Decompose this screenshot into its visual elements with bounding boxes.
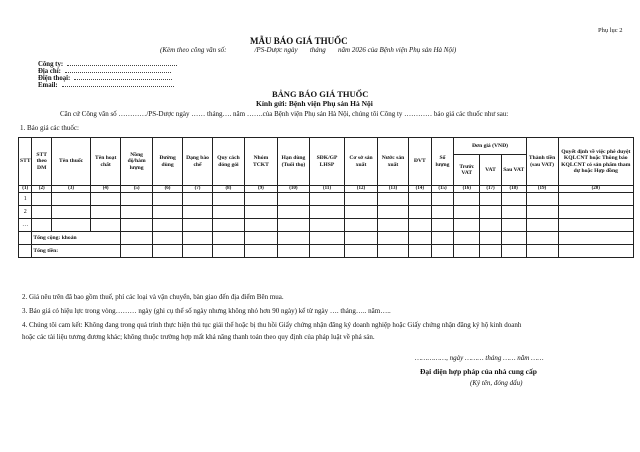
col-header-tckt-group: Nhóm TCKT [244,138,277,186]
col-header-price-before-vat: Trước VAT [454,155,480,186]
col-number: (4) [91,186,121,193]
sum-label: Tổng cộng: khoản [32,232,121,245]
col-header-stt-dm: STT theo DM [32,138,52,186]
section-1-heading: 1. Báo giá các thuốc: [20,124,79,132]
col-number: (17) [480,186,502,193]
note-3: 3. Báo giá có hiệu lực trong vòng……… ngày (ghi cụ thể số ngày nhưng không nhỏ hơn 90 ngày) kể từ ngày …. tháng….. năm….. [22,307,391,315]
intro-paragraph: Căn cứ Công văn số …………/PS-Dược ngày …… tháng…. năm …….của Bệnh viện Phụ sản Hà Nội, chúng tôi Công ty ………… báo giá các thuốc như sau: [60,110,509,118]
supplier-phone-label: Điện thoại: [38,75,71,82]
col-number: (20) [558,186,633,193]
col-header-shelf-life: Hạn dùng (Tuổi thọ) [277,138,309,186]
appendix-label: Phụ lục 2 [598,27,623,34]
supplier-address-label: Địa chỉ: [38,68,61,75]
col-header-unit-price-group: Đơn giá (VNĐ) [454,138,526,155]
col-number: (9) [244,186,277,193]
col-header-dosage-form: Dạng bào chế [183,138,213,186]
col-number: (14) [408,186,431,193]
col-number: (11) [309,186,344,193]
representative-label: Đại diện hợp pháp của nhà cung cấp [420,367,537,376]
col-number: (6) [153,186,183,193]
quote-table [18,137,634,258]
recipient-line: Kính gửi: Bệnh viện Phụ sản Hà Nội [256,99,373,108]
col-number: (19) [526,186,558,193]
supplier-email-blank [62,80,174,87]
supplier-company-blank [67,59,177,66]
supplier-email-row [38,80,174,89]
col-header-strength: Nồng độ/hàm lượng [121,138,153,186]
table-row [19,219,634,232]
col-header-vat: VAT [480,155,502,186]
col-header-unit: ĐVT [408,138,431,186]
sum-row [19,232,634,245]
supplier-email-label: Email: [38,82,58,89]
attach-note: (Kèm theo công văn số: /PS-Dược ngày tháng năm 2026 của Bệnh viện Phụ sản Hà Nội) [160,46,457,54]
form-title: MẪU BÁO GIÁ THUỐC [250,36,348,46]
grand-total-row [19,245,634,258]
col-header-route: Đường dùng [153,138,183,186]
col-number: (16) [454,186,480,193]
col-header-price-after-vat: Sau VAT [501,155,526,186]
col-number: (2) [32,186,52,193]
row-index: 2 [19,206,32,219]
col-number: (1) [19,186,32,193]
col-header-total-amount: Thành tiền (sau VAT) [526,138,558,186]
col-number: (12) [345,186,378,193]
col-number: (8) [212,186,244,193]
date-line: ……………, ngày ……… tháng …… năm …… [415,354,544,362]
supplier-address-blank [65,66,171,73]
row-index: 1 [19,193,32,206]
col-header-quantity: Số lượng [431,138,454,186]
grand-total-label: Tổng tiền: [32,245,121,258]
note-2: 2. Giá nêu trên đã bao gồm thuế, phí các loại và vận chuyển, bàn giao đến địa điểm Bên mua. [22,293,284,301]
note-4-line-1: 4. Chúng tôi cam kết: Không đang trong quá trình thực hiện thủ tục giải thể hoặc bị thu hồi Giấy chứng nhận đăng ký doanh nghiệp hoặc Giấy chứng nhận đăng ký hộ kinh doanh [22,321,522,329]
supplier-company-label: Công ty: [38,61,64,68]
col-header-stt: STT [19,138,32,186]
sign-note: (Ký tên, đóng dấu) [470,379,523,387]
col-header-packaging: Quy cách đóng gói [212,138,244,186]
col-header-country: Nước sản xuất [378,138,409,186]
quote-title: BẢNG BÁO GIÁ THUỐC [272,89,369,99]
table-row [19,206,634,219]
col-number: (5) [121,186,153,193]
col-header-manufacturer: Cơ sở sản xuất [345,138,378,186]
note-4-line-2: hoặc các tài liệu tương đương khác; không thuộc trường hợp mất khả năng thanh toán theo quy định của pháp luật về phá sản. [22,333,375,341]
table-row [19,193,634,206]
row-index: … [19,219,32,232]
col-header-decision: Quyết định về việc phê duyệt KQLCNT hoặc Thông báo KQLCNT có sản phẩm tham dự hoặc Hợp đồng [558,138,633,186]
supplier-phone-blank [74,73,172,80]
col-number: (7) [183,186,213,193]
col-header-registration: SĐK/GP LHSP [309,138,344,186]
col-number: (15) [431,186,454,193]
col-header-active-ingredient: Tên hoạt chất [91,138,121,186]
col-number: (10) [277,186,309,193]
col-header-drug-name: Tên thuốc [52,138,91,186]
col-number: (3) [52,186,91,193]
col-number: (13) [378,186,409,193]
col-number: (18) [501,186,526,193]
